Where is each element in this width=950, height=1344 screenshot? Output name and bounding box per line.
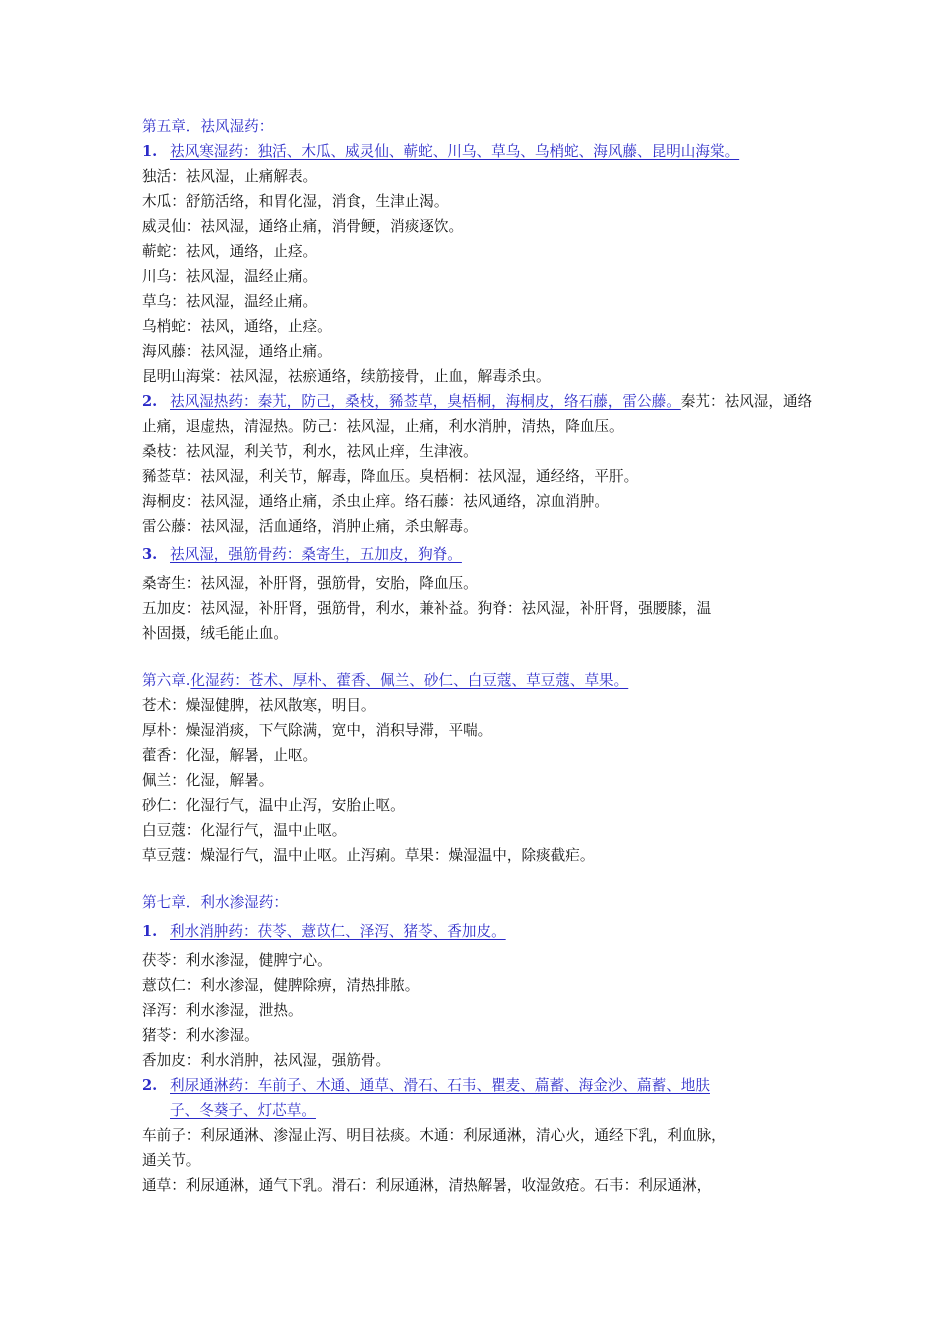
chapter-6-prefix: 第六章. — [142, 672, 191, 689]
section-7-2-heading-cont — [142, 1098, 814, 1123]
section-7-2-lines — [142, 1123, 814, 1198]
herb-line: 补固摄，绒毛能止血。 — [142, 625, 288, 642]
herb-line: 泽泻：利水渗湿，泄热。 — [142, 1002, 303, 1019]
herb-line: 香加皮：利水消肿，祛风湿，强筋骨。 — [142, 1052, 391, 1069]
section-number: 2. — [142, 1077, 158, 1094]
herb-line: 海风藤：祛风湿，通络止痛。 — [142, 343, 332, 360]
section-number: 1. — [142, 143, 158, 160]
section-7-1-heading — [142, 919, 814, 944]
herb-line: 桑枝：祛风湿，利关节，利水，祛风止痒，生津液。 — [142, 443, 478, 460]
herb-line: 砂仁：化湿行气，温中止泻，安胎止呕。 — [142, 797, 405, 814]
herb-line: 猪苓：利水渗湿。 — [142, 1027, 259, 1044]
herb-line: 草豆蔻：燥湿行气，温中止呕。止泻痢。草果：燥湿温中，除痰截疟。 — [142, 847, 595, 864]
herb-line: 草乌：祛风湿，温经止痛。 — [142, 293, 318, 310]
herb-line: 昆明山海棠：祛风湿，祛瘀通络，续筋接骨，止血，解毒杀虫。 — [142, 368, 551, 385]
herb-line: 威灵仙：祛风湿，通络止痛，消骨鲠，消痰逐饮。 — [142, 218, 464, 235]
herb-line: 桑寄生：祛风湿，补肝肾，强筋骨，安胎，降血压。 — [142, 575, 478, 592]
section-5-3-heading — [142, 542, 814, 567]
document-body — [142, 114, 814, 1198]
herb-line: 苍术：燥湿健脾，祛风散寒，明目。 — [142, 697, 376, 714]
section-7-2-link-cont[interactable]: 子、冬葵子、灯芯草。 — [170, 1102, 316, 1119]
section-5-2-lines — [142, 439, 814, 539]
section-5-2-link[interactable]: 祛风湿热药：秦艽，防己，桑枝，豨莶草，臭梧桐，海桐皮，络石藤，雷公藤。 — [170, 393, 681, 410]
herb-line: 木瓜：舒筋活络，和胃化湿，消食，生津止渴。 — [142, 193, 449, 210]
herb-line: 蕲蛇：祛风，通络，止痉。 — [142, 243, 318, 260]
section-5-1-heading — [142, 139, 814, 189]
section-5-2-heading — [142, 389, 814, 439]
herb-line: 薏苡仁：利水渗湿，健脾除痹，清热排脓。 — [142, 977, 420, 994]
herb-line: 祛风湿，通络止痛，退虚热，清湿热。防己：祛风湿，止痛，利水消肿，清热，降血压。 — [142, 393, 813, 435]
herb-line: 白豆蔻：化湿行气，温中止呕。 — [142, 822, 347, 839]
section-number: 1. — [142, 923, 158, 940]
section-5-3-lines — [142, 571, 814, 646]
section-5-1-lines — [142, 189, 814, 389]
section-7-2-heading — [142, 1073, 814, 1098]
herb-line: 车前子：利尿通淋、渗湿止泻、明目祛痰。木通：利尿通淋，清心火，通经下乳，利血脉， — [142, 1127, 726, 1144]
herb-line: 雷公藤：祛风湿，活血通络，消肿止痛，杀虫解毒。 — [142, 518, 478, 535]
herb-line: 佩兰：化湿，解暑。 — [142, 772, 274, 789]
section-5-1-link[interactable]: 祛风寒湿药：独活、木瓜、威灵仙、蕲蛇、川乌、草乌、乌梢蛇、海风藤、昆明山海棠。 — [170, 143, 740, 160]
herb-line: 通关节。 — [142, 1152, 201, 1169]
section-7-1-lines — [142, 948, 814, 1073]
chapter-6-link[interactable]: 化湿药：苍术、厚朴、藿香、佩兰、砂仁、白豆蔻、草豆蔻、草果。 — [190, 672, 629, 689]
herb-line: 藿香：化湿，解暑，止呕。 — [142, 747, 318, 764]
herb-line: 厚朴：燥湿消痰，下气除满，宽中，消积导滞，平喘。 — [142, 722, 493, 739]
herb-line: 秦艽： — [680, 393, 725, 410]
herb-line: 川乌：祛风湿，温经止痛。 — [142, 268, 318, 285]
herb-line: 通草：利尿通淋，通气下乳。滑石：利尿通淋，清热解暑，收湿敛疮。石韦：利尿通淋， — [142, 1177, 712, 1194]
section-7-1-link[interactable]: 利水消肿药：茯苓、薏苡仁、泽泻、猪苓、香加皮。 — [170, 923, 506, 940]
section-5-3-link[interactable]: 祛风湿，强筋骨药：桑寄生，五加皮，狗脊。 — [170, 546, 462, 563]
section-7-2-link[interactable]: 利尿通淋药：车前子、木通、通草、滑石、石韦、瞿麦、萹蓄、海金沙、萹蓄、地肤 — [170, 1077, 710, 1094]
section-number: 2. — [142, 393, 158, 410]
herb-line: 茯苓：利水渗湿，健脾宁心。 — [142, 952, 332, 969]
herb-line: 豨莶草：祛风湿，利关节，解毒，降血压。臭梧桐：祛风湿，通经络，平肝。 — [142, 468, 639, 485]
herb-line: 独活：祛风湿，止痛解表。 — [142, 168, 318, 185]
herb-line: 五加皮：祛风湿，补肝肾，强筋骨，利水，兼补益。狗脊：祛风湿，补肝肾，强腰膝，温 — [142, 600, 712, 617]
herb-line: 乌梢蛇：祛风，通络，止痉。 — [142, 318, 332, 335]
chapter-6-title — [142, 668, 814, 693]
chapter-6-lines — [142, 693, 814, 868]
chapter-7-title: 第七章．利水渗湿药： — [142, 894, 288, 911]
herb-line: 海桐皮：祛风湿，通络止痛，杀虫止痒。络石藤：祛风通络，凉血消肿。 — [142, 493, 610, 510]
chapter-5-title: 第五章．祛风湿药： — [142, 118, 274, 135]
section-number: 3. — [142, 546, 158, 563]
